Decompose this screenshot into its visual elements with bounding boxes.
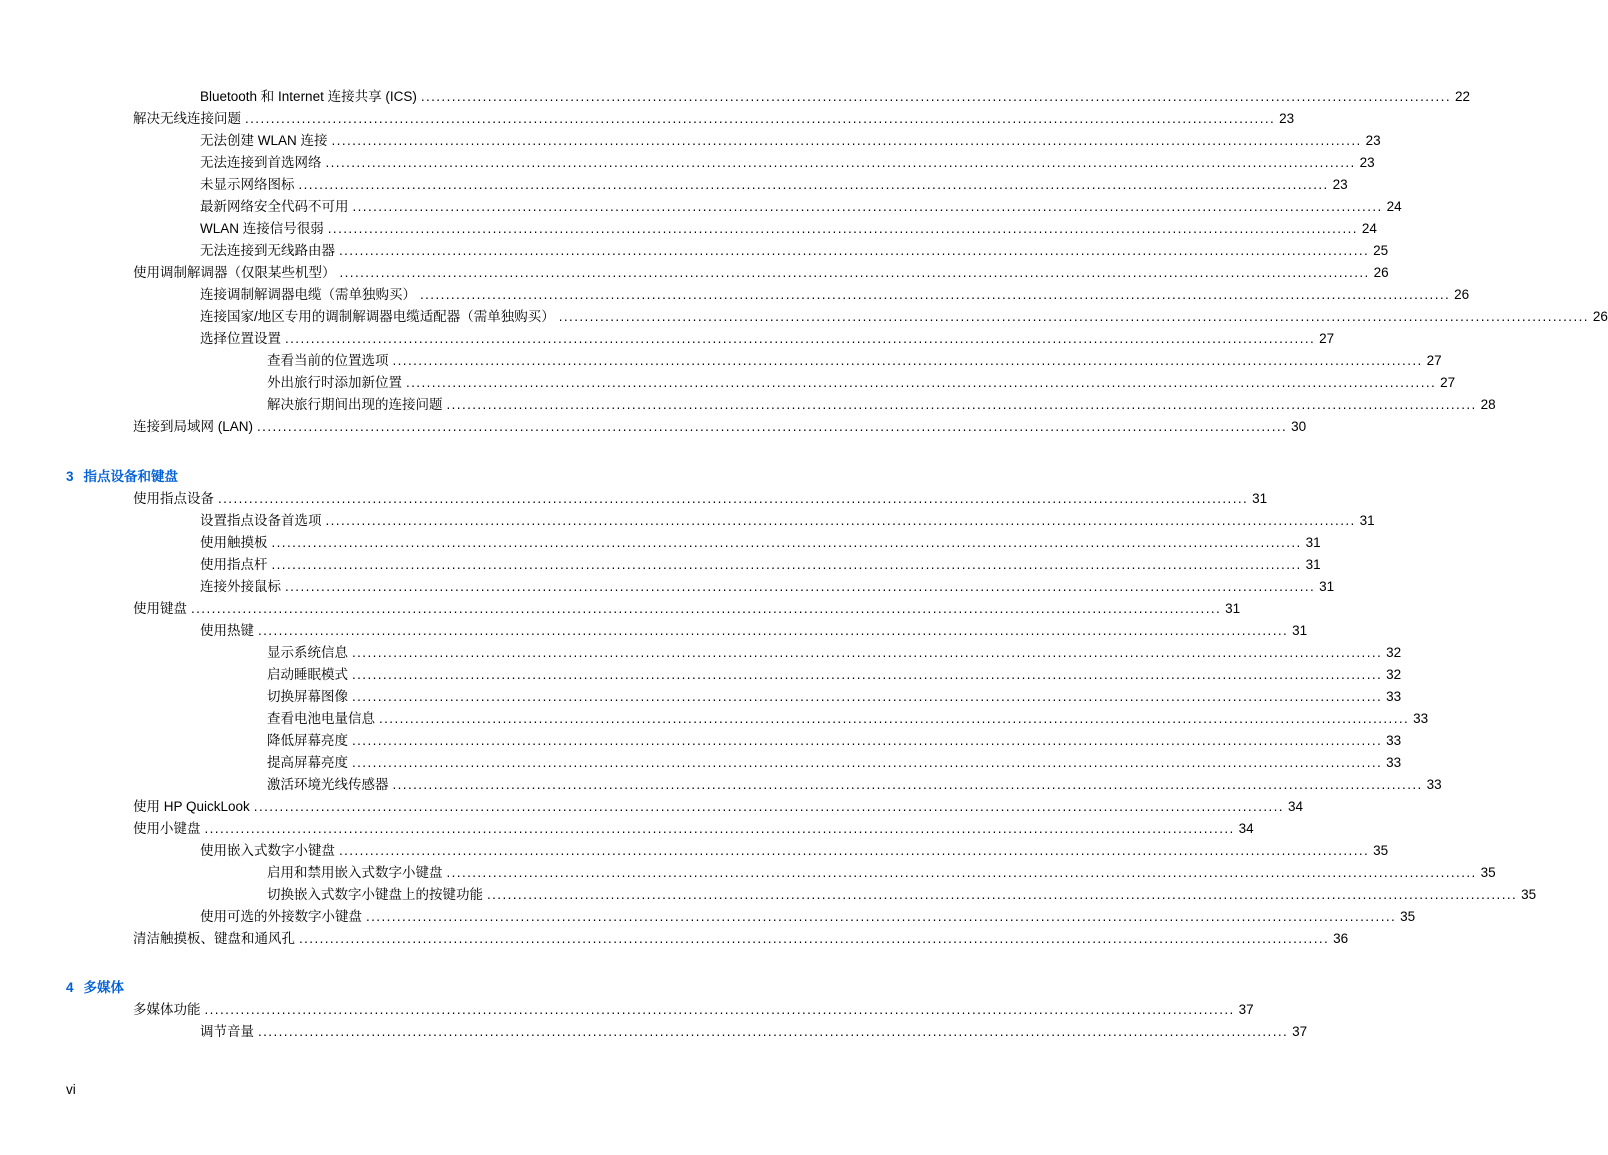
- chapter-heading[interactable]: [66, 466, 178, 488]
- toc-entry-page-number: 26: [1373, 265, 1389, 280]
- toc-entry[interactable]: [200, 1021, 1308, 1043]
- toc-entry[interactable]: [200, 86, 1471, 108]
- dot-leader: ........................................................................................................................................................................................................: [285, 331, 1316, 346]
- toc-entry-page-number: 35: [1400, 909, 1416, 924]
- toc-entry-page-number: 35: [1373, 843, 1389, 858]
- toc-entry-title: 连接调制解调器电缆（需单独购买）: [200, 287, 416, 302]
- toc-entry-page-number: 28: [1480, 397, 1496, 412]
- dot-leader: ........................................................................................................................................................................................................: [420, 89, 1451, 104]
- toc-entry-title: 外出旅行时添加新位置: [267, 375, 402, 390]
- toc-entry-page-number: 27: [1440, 375, 1456, 390]
- dot-leader: ........................................................................................................................................................................................................: [339, 843, 1370, 858]
- toc-entry[interactable]: [200, 510, 1375, 532]
- toc-entry-title: 无法创建 WLAN 连接: [200, 133, 328, 148]
- toc-entry-page-number: 27: [1319, 331, 1335, 346]
- toc-entry[interactable]: [267, 774, 1442, 796]
- toc-entry[interactable]: [133, 999, 1254, 1021]
- dot-leader: ........................................................................................................................................................................................................: [299, 931, 1330, 946]
- toc-entry-title: 未显示网络图标: [200, 177, 295, 192]
- toc-entry[interactable]: [200, 240, 1389, 262]
- toc-entry-title: 使用小键盘: [133, 821, 201, 836]
- dot-leader: ........................................................................................................................................................................................................: [352, 645, 1383, 660]
- toc-entry-title: 选择位置设置: [200, 331, 281, 346]
- dot-leader: ........................................................................................................................................................................................................: [366, 909, 1397, 924]
- dot-leader: ........................................................................................................................................................................................................: [258, 623, 1289, 638]
- toc-entry-title: 调节音量: [200, 1024, 254, 1039]
- toc-entry-page-number: 35: [1521, 887, 1537, 902]
- toc-entry-title: 使用嵌入式数字小键盘: [200, 843, 335, 858]
- toc-entry-page-number: 32: [1386, 667, 1402, 682]
- toc-entry[interactable]: [200, 576, 1335, 598]
- dot-leader: ........................................................................................................................................................................................................: [339, 265, 1370, 280]
- dot-leader: ........................................................................................................................................................................................................: [204, 1002, 1235, 1017]
- chapter-heading[interactable]: [66, 977, 124, 999]
- toc-entry-title: 激活环境光线传感器: [267, 777, 389, 792]
- toc-entry-page-number: 34: [1238, 821, 1254, 836]
- dot-leader: ........................................................................................................................................................................................................: [257, 419, 1288, 434]
- toc-entry-page-number: 26: [1592, 309, 1608, 324]
- chapter-title: 多媒体: [83, 980, 125, 995]
- chapter-title: 指点设备和键盘: [83, 469, 179, 484]
- dot-leader: ........................................................................................................................................................................................................: [327, 221, 1358, 236]
- toc-entry-page-number: 31: [1225, 601, 1241, 616]
- toc-entry-page-number: 33: [1386, 755, 1402, 770]
- toc-entry[interactable]: [267, 884, 1537, 906]
- chapter-number: 4: [66, 980, 74, 995]
- toc-entry-title: 显示系统信息: [267, 645, 348, 660]
- toc-entry[interactable]: [267, 350, 1442, 372]
- dot-leader: ........................................................................................................................................................................................................: [253, 799, 1284, 814]
- dot-leader: ........................................................................................................................................................................................................: [352, 733, 1383, 748]
- toc-entry-title: 启用和禁用嵌入式数字小键盘: [267, 865, 443, 880]
- toc-entry[interactable]: [267, 372, 1456, 394]
- toc-entry-page-number: 30: [1291, 419, 1307, 434]
- dot-leader: ........................................................................................................................................................................................................: [392, 777, 1423, 792]
- toc-entry[interactable]: [200, 620, 1308, 642]
- toc-entry-title: 使用热键: [200, 623, 254, 638]
- toc-entry-title: 解决旅行期间出现的连接问题: [267, 397, 443, 412]
- dot-leader: ........................................................................................................................................................................................................: [406, 375, 1437, 390]
- toc-entry[interactable]: [133, 262, 1389, 284]
- toc-entry[interactable]: [200, 306, 1608, 328]
- toc-entry-page-number: 32: [1386, 645, 1402, 660]
- toc-entry[interactable]: [200, 152, 1375, 174]
- toc-entry[interactable]: [200, 906, 1416, 928]
- toc-entry-title: 使用指点杆: [200, 557, 268, 572]
- toc-entry[interactable]: [200, 284, 1470, 306]
- toc-entry-title: 无法连接到无线路由器: [200, 243, 335, 258]
- toc-entry-title: 使用键盘: [133, 601, 187, 616]
- toc-entry-page-number: 22: [1454, 89, 1471, 104]
- toc-entry-page-number: 31: [1305, 557, 1321, 572]
- dot-leader: ........................................................................................................................................................................................................: [446, 865, 1477, 880]
- toc-entry-title: 清洁触摸板、键盘和通风孔: [133, 931, 295, 946]
- page-number-footer: vi: [66, 1082, 76, 1097]
- toc-entry[interactable]: [200, 840, 1389, 862]
- toc-entry-title: 使用 HP QuickLook: [133, 799, 250, 814]
- toc-entry-title: 启动睡眠模式: [267, 667, 348, 682]
- toc-entry-page-number: 31: [1252, 491, 1268, 506]
- toc-entry-title: WLAN 连接信号很弱: [200, 221, 324, 236]
- toc-entry-page-number: 23: [1279, 111, 1295, 126]
- dot-leader: ........................................................................................................................................................................................................: [352, 199, 1383, 214]
- dot-leader: ........................................................................................................................................................................................................: [392, 353, 1423, 368]
- toc-entry[interactable]: [200, 532, 1321, 554]
- dot-leader: ........................................................................................................................................................................................................: [191, 601, 1222, 616]
- dot-leader: ........................................................................................................................................................................................................: [487, 887, 1518, 902]
- toc-entry[interactable]: [200, 328, 1335, 350]
- toc-entry-page-number: 31: [1292, 623, 1308, 638]
- toc-entry[interactable]: [133, 108, 1295, 130]
- toc-entry-title: 连接外接鼠标: [200, 579, 281, 594]
- toc-entry-page-number: 36: [1333, 931, 1349, 946]
- toc-entry[interactable]: [200, 174, 1348, 196]
- toc-entry-title: 无法连接到首选网络: [200, 155, 322, 170]
- toc-entry[interactable]: [267, 642, 1402, 664]
- toc-entry-page-number: 23: [1365, 133, 1381, 148]
- dot-leader: ........................................................................................................................................................................................................: [204, 821, 1235, 836]
- toc-entry-title: 查看当前的位置选项: [267, 353, 389, 368]
- toc-entry-page-number: 33: [1413, 711, 1429, 726]
- chapter-number: 3: [66, 469, 74, 484]
- toc-entry-title: Bluetooth 和 Internet 连接共享 (ICS): [200, 89, 417, 104]
- toc-entry-title: 使用调制解调器（仅限某些机型）: [133, 265, 336, 280]
- toc-entry[interactable]: [267, 730, 1402, 752]
- toc-entry[interactable]: [267, 752, 1402, 774]
- dot-leader: ........................................................................................................................................................................................................: [285, 579, 1316, 594]
- toc-entry-page-number: 25: [1373, 243, 1389, 258]
- toc-entry[interactable]: [267, 708, 1429, 730]
- toc-entry-title: 设置指点设备首选项: [200, 513, 322, 528]
- dot-leader: ........................................................................................................................................................................................................: [379, 711, 1410, 726]
- toc-entry[interactable]: [133, 598, 1241, 620]
- toc-entry-page-number: 33: [1386, 733, 1402, 748]
- toc-entry-title: 最新网络安全代码不可用: [200, 199, 349, 214]
- toc-entry-page-number: 33: [1426, 777, 1442, 792]
- toc-entry[interactable]: [133, 796, 1303, 818]
- toc-entry-title: 解决无线连接问题: [133, 111, 241, 126]
- dot-leader: ........................................................................................................................................................................................................: [271, 535, 1302, 550]
- toc-entry[interactable]: [133, 928, 1349, 950]
- toc-entry[interactable]: [267, 686, 1402, 708]
- toc-entry[interactable]: [200, 130, 1381, 152]
- toc-entry-title: 查看电池电量信息: [267, 711, 375, 726]
- toc-entry[interactable]: [200, 196, 1402, 218]
- toc-entry-page-number: 27: [1426, 353, 1442, 368]
- toc-entry-title: 切换屏幕图像: [267, 689, 348, 704]
- toc-entry-page-number: 31: [1305, 535, 1321, 550]
- toc-entry-page-number: 33: [1386, 689, 1402, 704]
- toc-entry-page-number: 34: [1287, 799, 1303, 814]
- toc-entry-page-number: 35: [1480, 865, 1496, 880]
- dot-leader: ........................................................................................................................................................................................................: [325, 513, 1356, 528]
- dot-leader: ........................................................................................................................................................................................................: [245, 111, 1276, 126]
- dot-leader: ........................................................................................................................................................................................................: [258, 1024, 1289, 1039]
- toc-entry-title: 切换嵌入式数字小键盘上的按键功能: [267, 887, 483, 902]
- toc-entry-page-number: 26: [1454, 287, 1470, 302]
- toc-entry-title: 使用触摸板: [200, 535, 268, 550]
- toc-entry-page-number: 31: [1359, 513, 1375, 528]
- toc-entry[interactable]: [267, 664, 1402, 686]
- toc-entry-title: 使用可选的外接数字小键盘: [200, 909, 362, 924]
- toc-entry-title: 提高屏幕亮度: [267, 755, 348, 770]
- dot-leader: ........................................................................................................................................................................................................: [420, 287, 1451, 302]
- toc-entry-page-number: 31: [1319, 579, 1335, 594]
- toc-entry-title: 使用指点设备: [133, 491, 214, 506]
- toc-entry[interactable]: [133, 818, 1254, 840]
- toc-entry-title: 连接到局域网 (LAN): [133, 419, 254, 434]
- toc-entry-title: 连接国家/地区专用的调制解调器电缆适配器（需单独购买）: [200, 309, 555, 324]
- dot-leader: ........................................................................................................................................................................................................: [271, 557, 1302, 572]
- dot-leader: ........................................................................................................................................................................................................: [352, 689, 1383, 704]
- dot-leader: ........................................................................................................................................................................................................: [325, 155, 1356, 170]
- dot-leader: ........................................................................................................................................................................................................: [352, 667, 1383, 682]
- toc-entry-page-number: 37: [1292, 1024, 1308, 1039]
- dot-leader: ........................................................................................................................................................................................................: [446, 397, 1477, 412]
- dot-leader: ........................................................................................................................................................................................................: [339, 243, 1370, 258]
- toc-entry[interactable]: [200, 218, 1377, 240]
- toc-entry[interactable]: [200, 554, 1321, 576]
- dot-leader: ........................................................................................................................................................................................................: [298, 177, 1329, 192]
- toc-entry[interactable]: [133, 416, 1307, 438]
- toc-entry-title: 多媒体功能: [133, 1002, 201, 1017]
- toc-entry-page-number: 23: [1359, 155, 1375, 170]
- toc-entry-page-number: 24: [1361, 221, 1377, 236]
- toc-entry-page-number: 24: [1386, 199, 1402, 214]
- toc-entry[interactable]: [267, 862, 1496, 884]
- dot-leader: ........................................................................................................................................................................................................: [558, 309, 1589, 324]
- toc-entry[interactable]: [133, 488, 1268, 510]
- dot-leader: ........................................................................................................................................................................................................: [352, 755, 1383, 770]
- toc-entry-title: 降低屏幕亮度: [267, 733, 348, 748]
- toc-entry-page-number: 23: [1332, 177, 1348, 192]
- toc-entry[interactable]: [267, 394, 1496, 416]
- dot-leader: ........................................................................................................................................................................................................: [331, 133, 1362, 148]
- toc-entry-page-number: 37: [1238, 1002, 1254, 1017]
- dot-leader: ........................................................................................................................................................................................................: [218, 491, 1249, 506]
